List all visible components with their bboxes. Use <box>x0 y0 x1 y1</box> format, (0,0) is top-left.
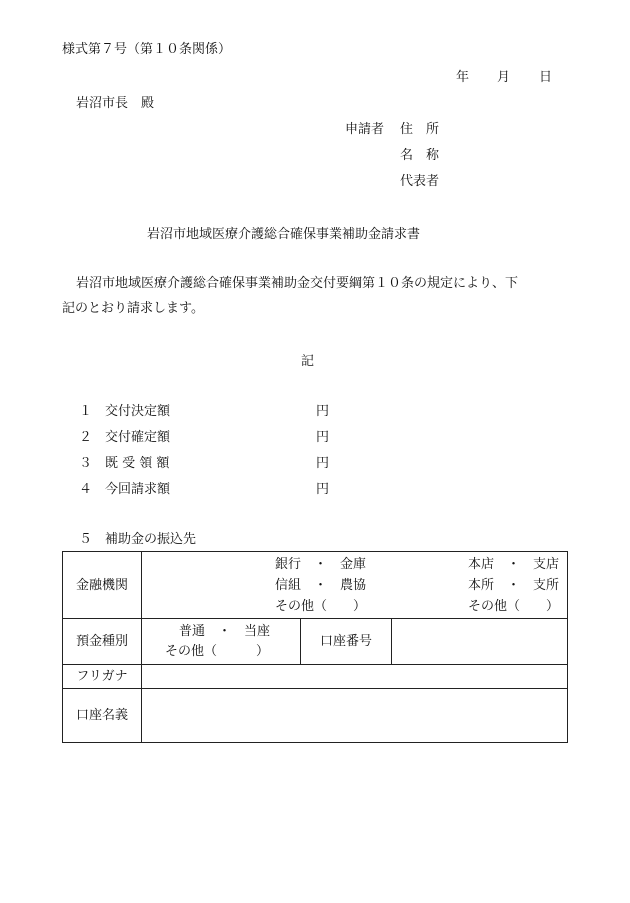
item-number: ２ <box>79 430 93 445</box>
transfer-heading-label: 補助金の振込先 <box>105 532 197 547</box>
item-label: 交付確定額 <box>105 430 171 445</box>
applicant-heading: 申請者 <box>345 122 385 137</box>
institution-type-line2: 信組 ・ 農協 <box>275 578 367 593</box>
deposit-type-label: 預金種別 <box>63 619 142 665</box>
item-number: １ <box>79 404 93 419</box>
date-year: 年 <box>456 70 470 85</box>
institution-type-line1: 銀行 ・ 金庫 <box>275 557 367 572</box>
item-unit: 円 <box>316 430 330 445</box>
item-unit: 円 <box>316 456 330 471</box>
date-month: 月 <box>497 70 511 85</box>
bank-transfer-table <box>62 551 568 743</box>
deposit-type-options[interactable] <box>142 619 301 665</box>
applicant-address-label: 住 所 <box>400 122 440 137</box>
account-number-label: 口座番号 <box>301 619 392 665</box>
account-holder-field[interactable] <box>142 689 568 743</box>
account-number-field[interactable] <box>392 619 568 665</box>
form-number: 様式第７号（第１０条関係） <box>62 42 232 57</box>
financial-institution-cell[interactable] <box>142 552 568 619</box>
furigana-field[interactable] <box>142 665 568 689</box>
item-unit: 円 <box>316 404 330 419</box>
applicant-representative-label: 代表者 <box>400 174 440 189</box>
item-label: 交付決定額 <box>105 404 171 419</box>
date-day: 日 <box>539 70 553 85</box>
addressee: 岩沼市長 殿 <box>76 96 155 111</box>
deposit-type-options-line2: その他（ ） <box>165 643 270 659</box>
transfer-heading-number: ５ <box>79 532 93 547</box>
body-text-line2: 記のとおり請求します。 <box>62 301 204 316</box>
branch-type-line1: 本店 ・ 支店 <box>468 557 560 572</box>
applicant-name-label: 名 称 <box>400 148 440 163</box>
item-number: ４ <box>79 482 93 497</box>
item-number: ３ <box>79 456 93 471</box>
financial-institution-label: 金融機関 <box>63 552 142 619</box>
institution-type-line3: その他（ ） <box>275 599 367 614</box>
ki-heading: 記 <box>301 354 315 369</box>
branch-type-line3: その他（ ） <box>468 599 560 614</box>
account-holder-label: 口座名義 <box>63 689 142 743</box>
body-text-line1: 岩沼市地域医療介護総合確保事業補助金交付要綱第１０条の規定により、下 <box>76 276 519 291</box>
document-title: 岩沼市地域医療介護総合確保事業補助金請求書 <box>147 227 421 242</box>
deposit-type-options-line1: 普通 ・ 当座 <box>179 623 271 639</box>
item-label: 今回請求額 <box>105 482 171 497</box>
furigana-label: フリガナ <box>63 665 142 689</box>
item-label: 既 受 領 額 <box>105 456 170 471</box>
branch-type-line2: 本所 ・ 支所 <box>468 578 560 593</box>
item-unit: 円 <box>316 482 330 497</box>
